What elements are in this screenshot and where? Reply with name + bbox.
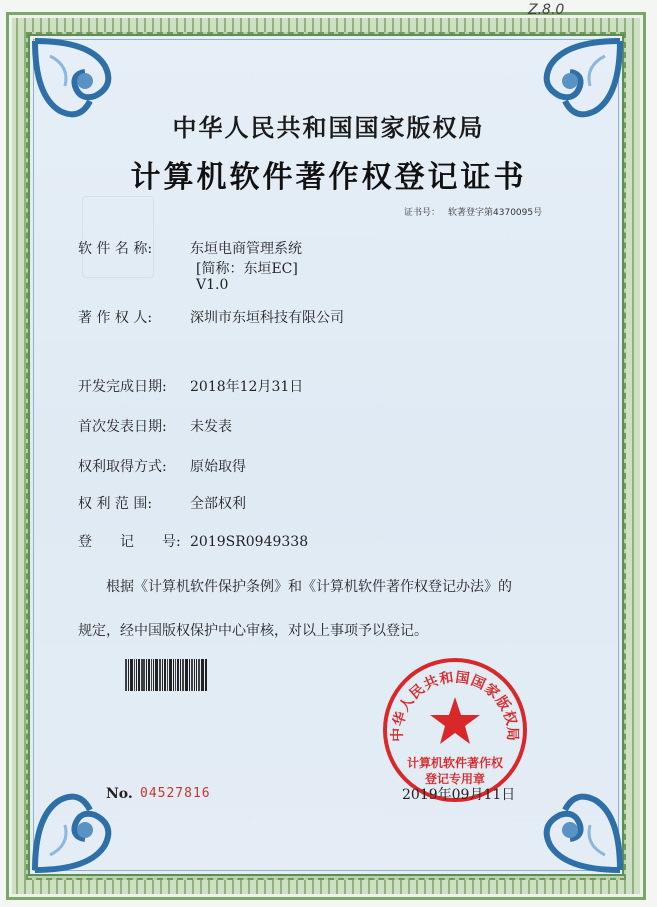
field-software-name	[78, 238, 302, 258]
barcode-bar	[205, 659, 207, 691]
field-label: 权利取得方式:	[78, 459, 167, 475]
barcode-bar	[134, 659, 135, 691]
field-label: 首次发表日期:	[78, 419, 167, 435]
statement-line-2: 规定，经中国版权保护中心审核，对以上事项予以登记。	[78, 623, 428, 639]
field-scope	[78, 493, 246, 513]
barcode-bar	[189, 659, 190, 691]
barcode-bar	[191, 659, 193, 691]
serial-label: No.	[106, 786, 133, 802]
barcode-bar	[130, 659, 133, 691]
barcode-bar	[177, 659, 179, 691]
field-label: 软 件 名 称:	[78, 241, 153, 257]
field-value: 全部权利	[190, 496, 246, 512]
corner-ornament-bottom-left	[30, 765, 140, 875]
issuing-authority: 中华人民共和国国家版权局	[172, 113, 485, 142]
barcode-bar	[164, 659, 166, 691]
certificate-number: 证书号： 软著登字第4370095号	[404, 208, 543, 218]
barcode-bar	[128, 659, 129, 691]
barcode-bar	[196, 659, 197, 691]
field-label: 开发完成日期:	[78, 379, 167, 395]
statement-line-1: 根据《计算机软件保护条例》和《计算机软件著作权登记办法》的	[106, 579, 512, 595]
field-completion-date	[78, 376, 303, 396]
barcode-bar	[141, 659, 145, 691]
barcode-bar	[182, 659, 184, 691]
field-label: 权 利 范 围:	[78, 496, 153, 512]
barcode-bar	[162, 659, 163, 691]
certificate-title: 计算机软件著作权登记证书	[130, 160, 527, 195]
field-value: 2019SR0949338	[190, 534, 309, 550]
field-reg-number	[78, 531, 308, 551]
barcode-bar	[136, 659, 137, 691]
field-publish-date	[78, 416, 232, 436]
field-value: 未发表	[190, 419, 232, 435]
software-short-name: [简称：东垣EC]	[196, 261, 298, 277]
barcode-bar	[173, 659, 174, 691]
software-version: V1.0	[196, 277, 229, 293]
serial-number: 04527816	[140, 786, 211, 801]
svg-text:中华人民共和国国家版权局: 中华人民共和国国家版权局	[389, 669, 521, 742]
barcode-bar	[138, 659, 140, 691]
field-value: 2018年12月31日	[190, 379, 304, 395]
field-value: 东垣电商管理系统	[190, 241, 302, 257]
field-owner	[78, 307, 344, 327]
svg-text:计算机软件著作权: 计算机软件著作权	[406, 756, 504, 770]
barcode-bar	[194, 659, 195, 691]
barcode-bar	[201, 659, 204, 691]
barcode-bar	[151, 659, 152, 691]
official-seal	[380, 655, 530, 805]
svg-text:登记专用章: 登记专用章	[424, 772, 486, 786]
barcode-bar	[148, 659, 150, 691]
barcode-bar	[159, 659, 161, 691]
handwritten-note: Z.8.0	[528, 2, 565, 18]
barcode-bar	[153, 659, 154, 691]
barcode-bar	[155, 659, 158, 691]
watermark-emblem	[82, 196, 154, 278]
qr-barcode	[125, 659, 215, 691]
field-label: 登 记 号:	[78, 534, 181, 550]
field-value: 深圳市东垣科技有限公司	[190, 310, 344, 326]
barcode-bar	[175, 659, 176, 691]
barcode-bar	[185, 659, 188, 691]
corner-ornament-bottom-right	[515, 765, 625, 875]
issue-date: 2019年09月11日	[402, 787, 516, 803]
barcode-bar	[169, 659, 172, 691]
barcode-bar	[180, 659, 181, 691]
barcode-bar	[146, 659, 147, 691]
field-value: 原始取得	[190, 459, 246, 475]
field-acquire-method	[78, 456, 246, 476]
field-label: 著 作 权 人:	[78, 310, 153, 326]
barcode-bar	[125, 659, 127, 691]
barcode-bar	[167, 659, 168, 691]
barcode-bar	[198, 659, 200, 691]
